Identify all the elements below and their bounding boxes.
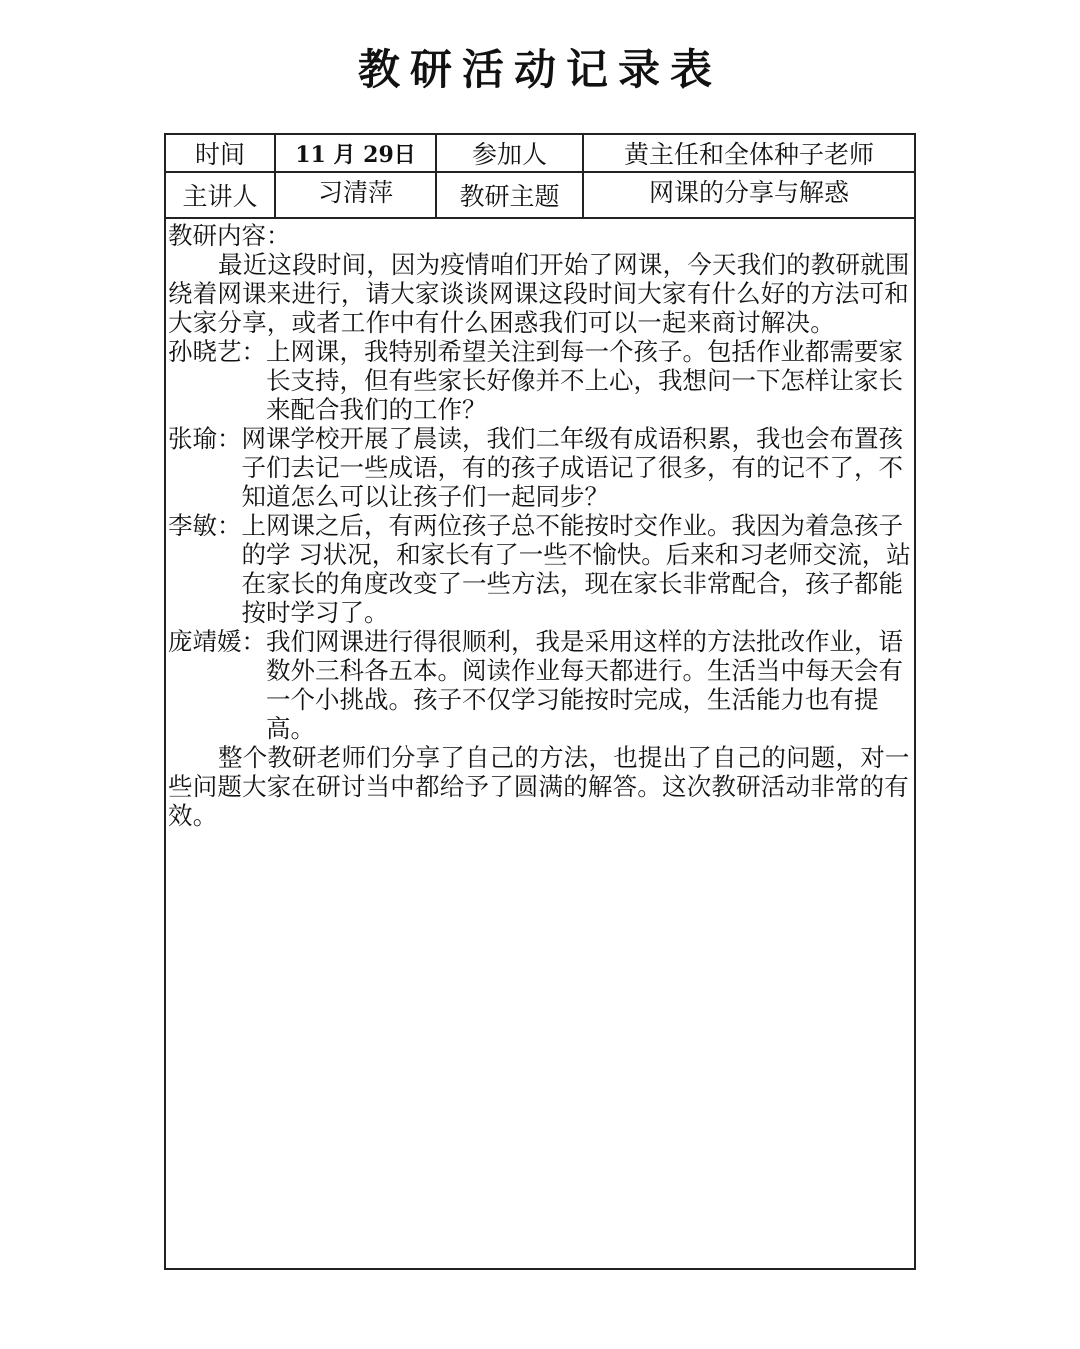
intro-paragraph: 最近这段时间，因为疫情咱们开始了网课，今天我们的教研就围绕着网课来进行，请大家谈谈网课这段时间大家有什么好的方法可和大家分享，或者工作中有什么困惑我们可以一起来商讨解决。 [168, 250, 910, 337]
speech-speaker: 张瑜： [168, 424, 242, 453]
participants-label: 参加人 [437, 135, 584, 171]
speech-text: 上网课，我特别希望关注到每一个孩子。包括作业都需要家长支持，但有些家长好像并不上心，我想问一下怎样让家长来配合我们的工作？ [266, 337, 903, 424]
speech-speaker: 李敏： [168, 511, 242, 540]
page-title: 教研活动记录表 [357, 45, 722, 94]
speech-text: 上网课之后，有两位孩子总不能按时交作业。我因为着急孩子的学 习状况，和家长有了一些不愉快。后来和习老师交流，站在家长的角度改变了一些方法，现在家长非常配合，孩子都能按时学习了。 [241, 511, 911, 627]
record-table [164, 133, 916, 1270]
speech-entry [166, 627, 914, 743]
speech-speaker: 孙晓艺： [168, 337, 266, 366]
content-heading: 教研内容： [168, 221, 291, 250]
header-row-2 [166, 173, 914, 219]
time-value: 11 月 29日 [276, 135, 437, 171]
speech-entry [166, 337, 914, 424]
topic-label: 教研主题 [437, 173, 584, 217]
speaker-value: 习清萍 [276, 173, 437, 217]
time-label: 时间 [166, 135, 276, 171]
research-content [166, 221, 914, 830]
summary-paragraph: 整个教研老师们分享了自己的方法，也提出了自己的问题，对一些问题大家在研讨当中都给予了圆满的解答。这次教研活动非常的有效。 [168, 743, 910, 830]
speech-entry [166, 511, 914, 627]
speech-entry [166, 424, 914, 511]
topic-value: 网课的分享与解惑 [648, 178, 849, 207]
speech-text: 我们网课进行得很顺利，我是采用这样的方法批改作业，语数外三科各五本。阅读作业每天都进行。生活当中每天会有一个小挑战。孩子不仅学习能按时完成，生活能力也有提高。 [266, 627, 903, 743]
speech-speaker: 庞靖媛： [168, 627, 266, 656]
speaker-label: 主讲人 [166, 173, 276, 217]
participants-value: 黄主任和全体种子老师 [623, 140, 874, 169]
speech-text: 网课学校开展了晨读，我们二年级有成语积累，我也会布置孩子们去记一些成语，有的孩子成语记了很多，有的记不了，不知道怎么可以让孩子们一起同步？ [241, 424, 903, 511]
header-row-1 [166, 135, 914, 173]
